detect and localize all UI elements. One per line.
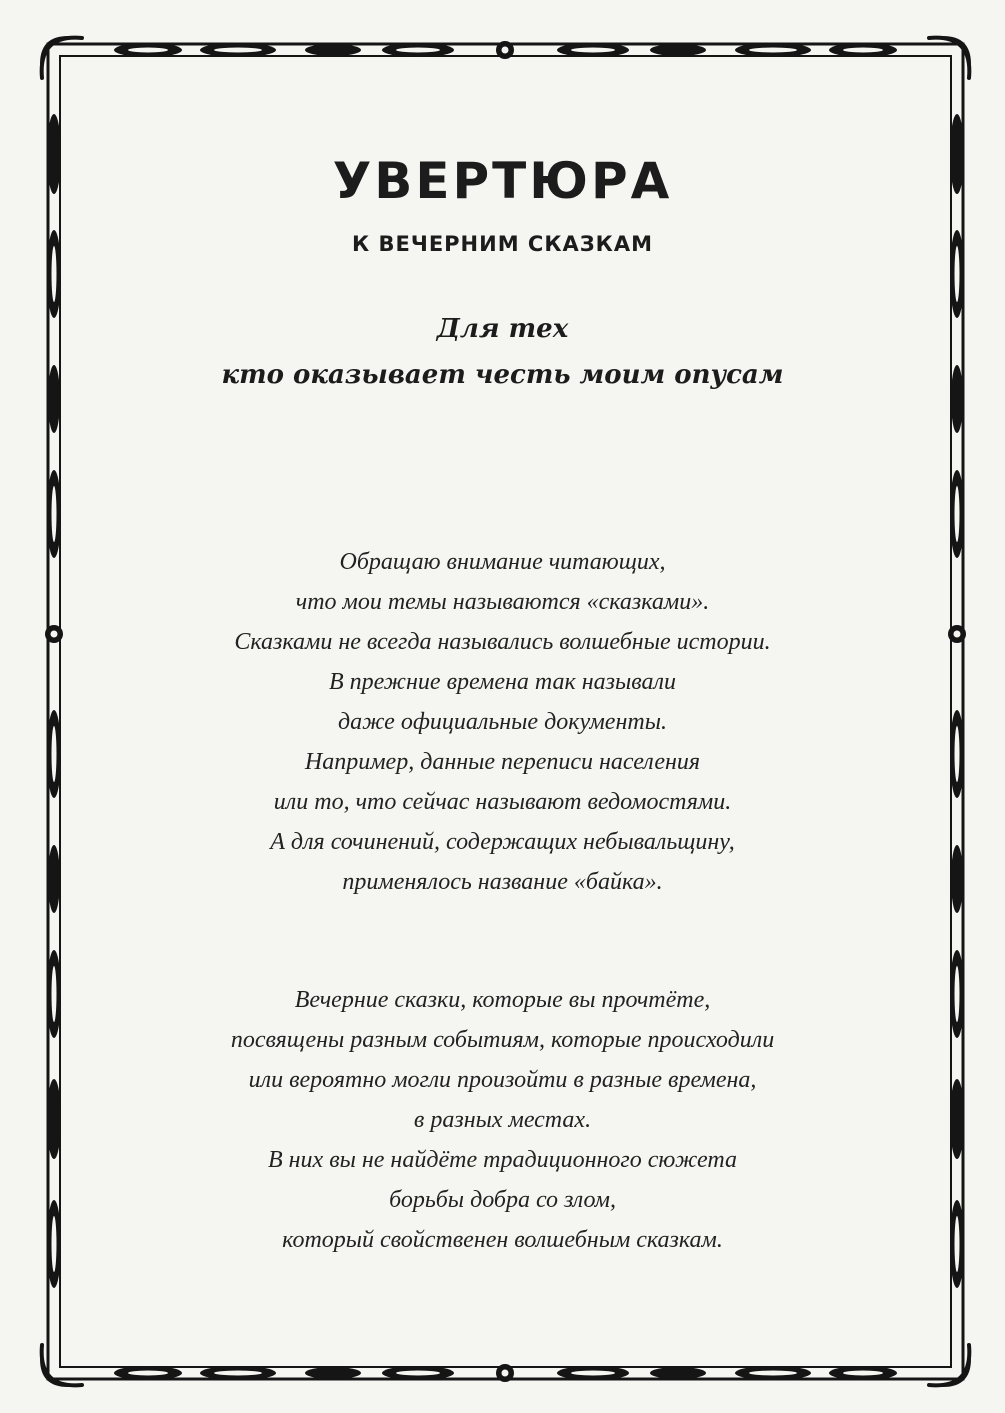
text-line: Например, данные переписи населения — [304, 749, 701, 775]
text-line: что мои темы называются «сказками». — [295, 589, 710, 615]
text-line: В прежние времена так называли — [328, 669, 677, 695]
page-title: УВЕРТЮРА — [332, 152, 673, 210]
paragraph-1 — [0, 542, 1005, 902]
dedication — [0, 306, 1005, 398]
text-line: Обращаю внимание читающих, — [339, 549, 666, 575]
text-line: даже официальные документы. — [338, 709, 667, 735]
text-line: Вечерние сказки, которые вы прочтёте, — [294, 987, 711, 1013]
text-line: или вероятно могли произойти в разные времена, — [248, 1067, 757, 1093]
text-line: или то, что сейчас называют ведомостями. — [273, 789, 732, 815]
text-line: борьбы добра со злом, — [389, 1187, 616, 1213]
text-line: А для сочинений, содержащих небывальщину, — [270, 829, 735, 855]
text-line: Сказками не всегда назывались волшебные истории. — [234, 629, 771, 655]
text-line: В них вы не найдёте традиционного сюжета — [267, 1147, 737, 1173]
text-line: который свойственен волшебным сказкам. — [282, 1227, 723, 1253]
paragraph-2 — [0, 980, 1005, 1260]
page-subtitle: К ВЕЧЕРНИМ СКАЗКАМ — [352, 232, 653, 256]
text-line: применялось название «байка». — [342, 869, 663, 895]
dedication-line: кто оказывает честь моим опусам — [221, 360, 784, 390]
dedication-line: Для тех — [436, 314, 569, 344]
text-line: в разных местах. — [413, 1107, 592, 1133]
text-line: посвящены разным событиям, которые происходили — [230, 1027, 775, 1053]
